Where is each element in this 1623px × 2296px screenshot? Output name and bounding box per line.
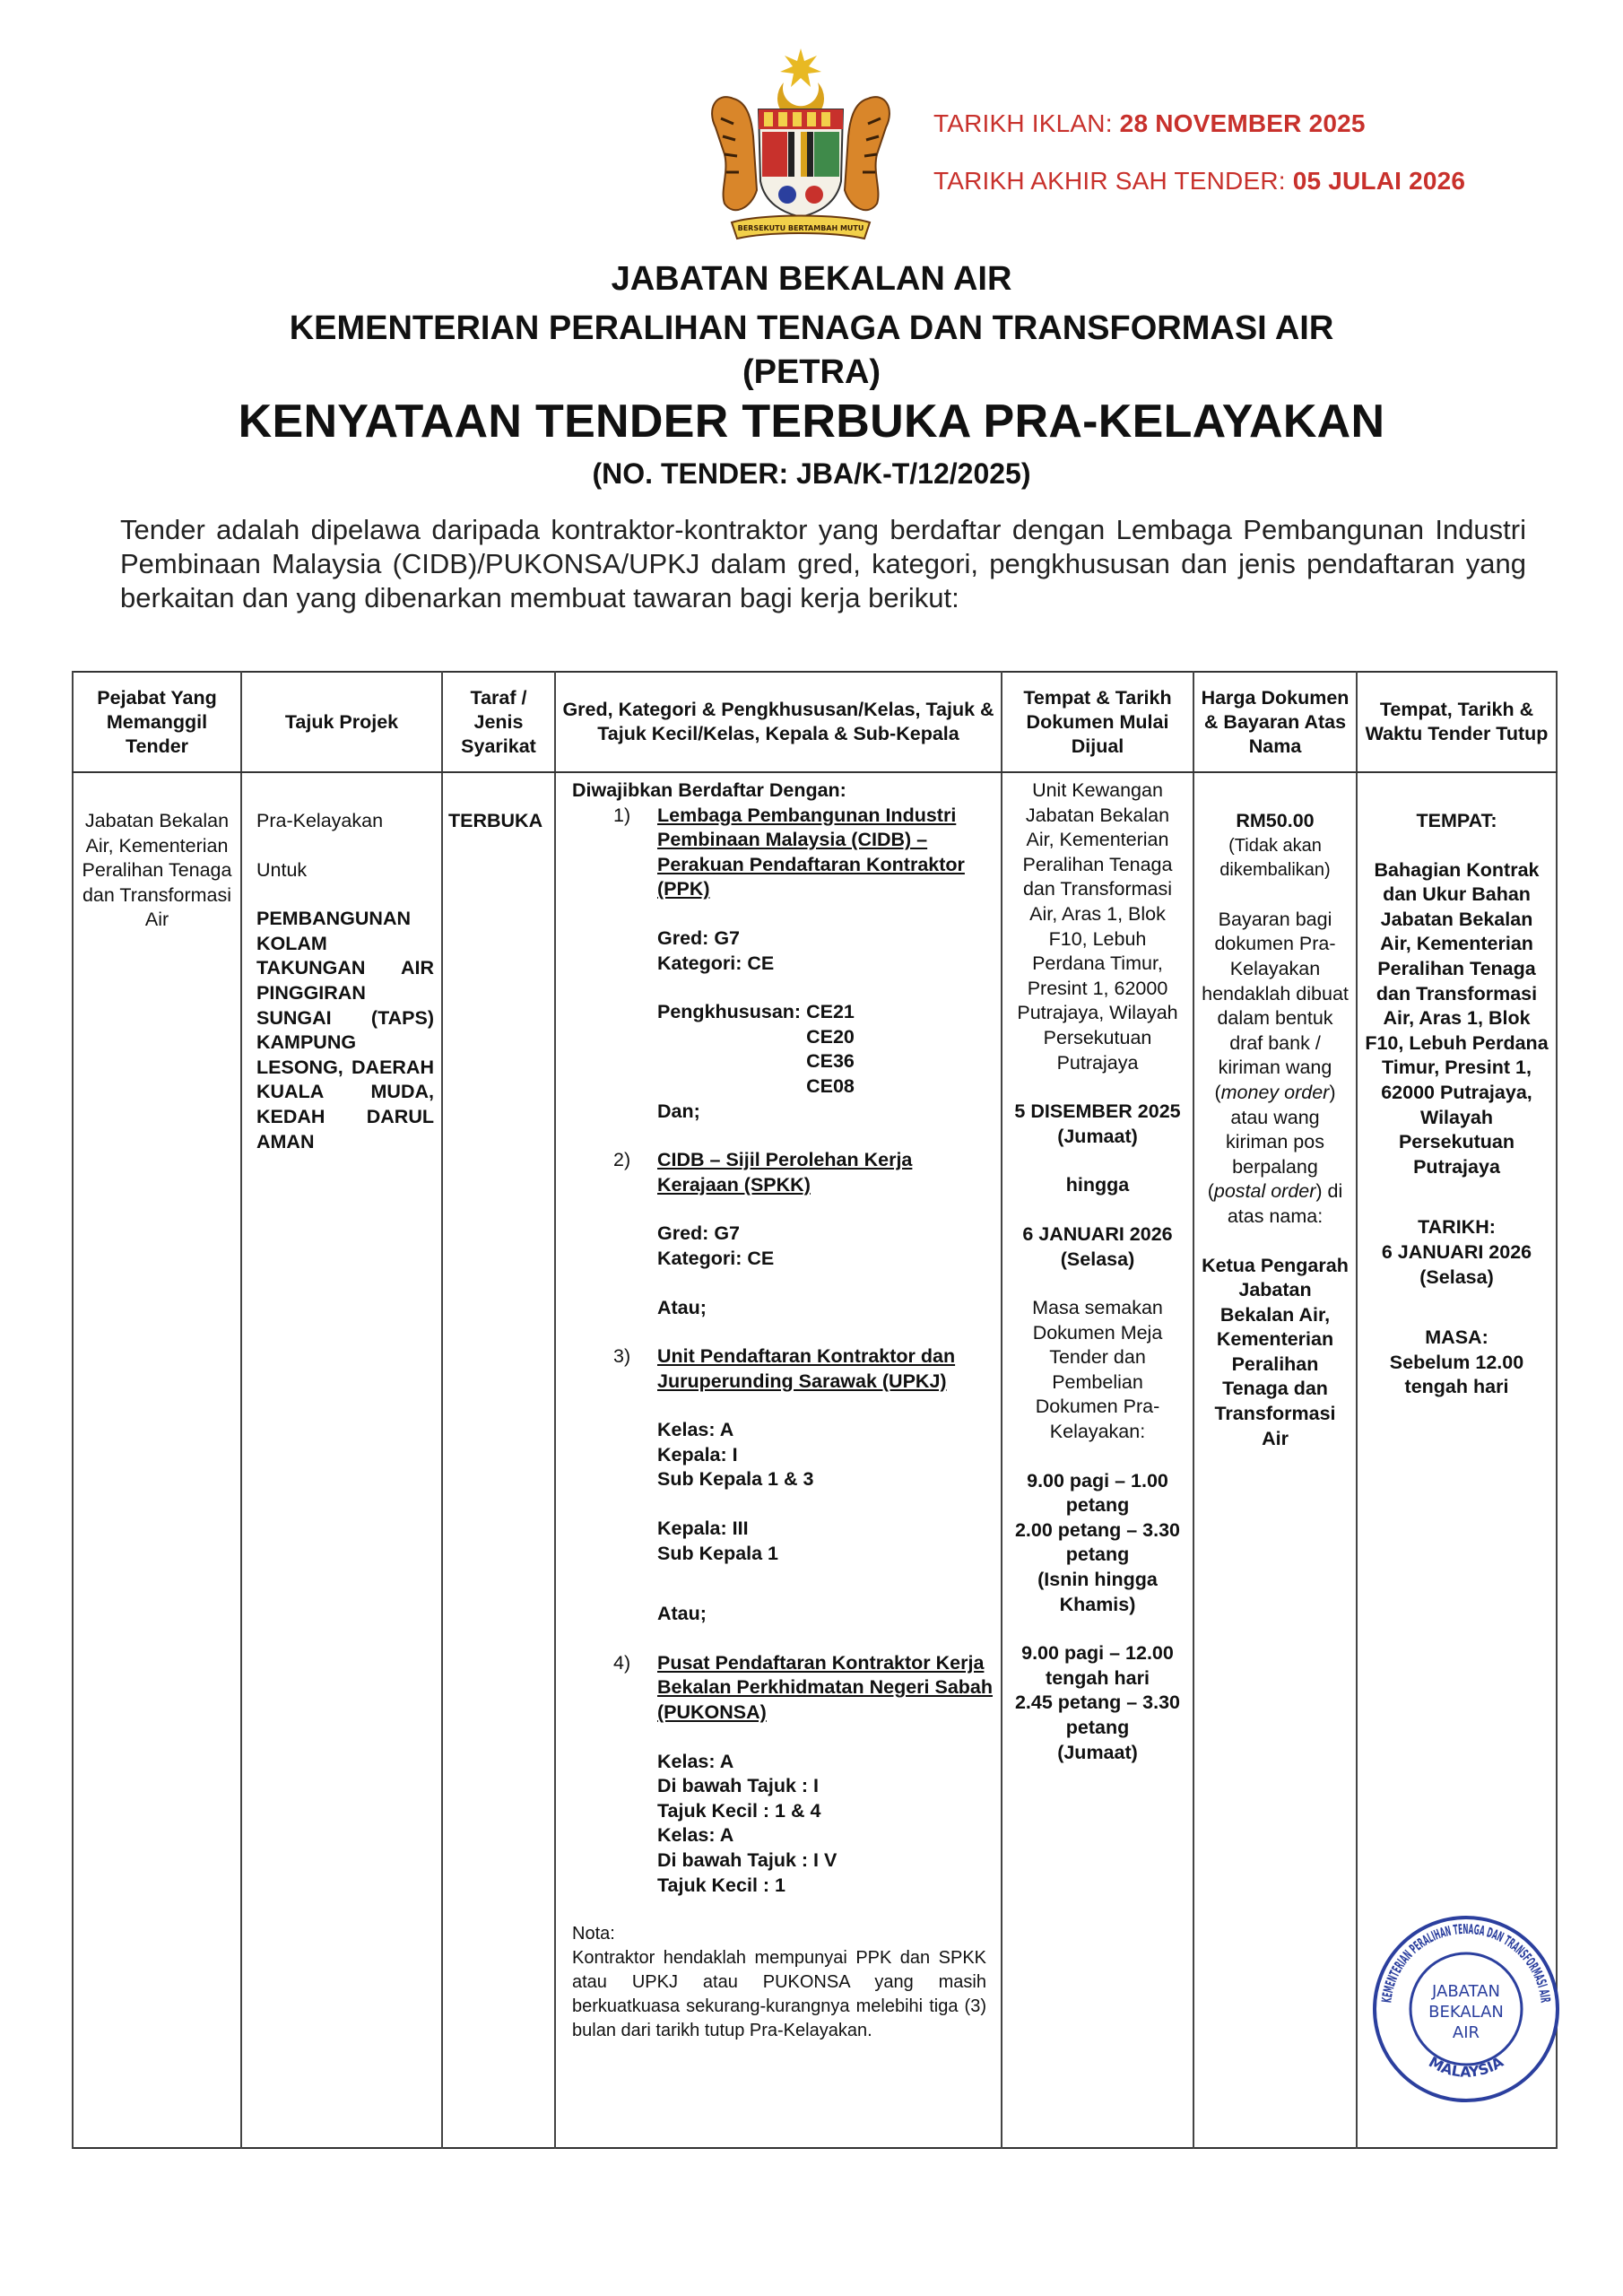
r3-class: Kelas: A [657, 1419, 734, 1441]
r4-class-1: Kelas: A [657, 1750, 734, 1772]
ministry-name: KEMENTERIAN PERALIHAN TENAGA DAN TRANSFORMASI AIR [289, 309, 1334, 347]
notice-title: KENYATAAN TENDER TERBUKA PRA-KELAYAKAN [238, 396, 1385, 448]
note-label: Nota: [572, 1924, 615, 1944]
requirement-1-number: 1) [613, 804, 631, 826]
requirement-2-number: 2) [613, 1149, 631, 1171]
payee-name: Ketua Pengarah Jabatan Bekalan Air, Kementerian Peralihan Tenaga dan Transformasi Air [1202, 1254, 1349, 1449]
r1-spec-label: Pengkhususan: [657, 1001, 802, 1023]
sale-hours-days-2: (Jumaat) [1057, 1741, 1138, 1763]
closing-time: Sebelum 12.00 tengah hari [1389, 1351, 1524, 1398]
r4-under-2: Di bawah Tajuk : I V [657, 1849, 838, 1871]
project-for: Untuk [256, 858, 308, 881]
r1-grade: Gred: G7 [657, 926, 740, 949]
payment-postal-order: postal order [1213, 1180, 1316, 1203]
payment-text-3: ) di atas nama: [1227, 1180, 1343, 1227]
requirements-intro: Diwajibkan Berdaftar Dengan: [572, 779, 846, 801]
r2-grade: Gred: G7 [657, 1222, 740, 1245]
and-text: Dan; [657, 1100, 700, 1122]
payment-text-1: Bayaran bagi dokumen Pra-Kelayakan hendaklah dibuat dalam bentuk draf bank / kiriman wang ( [1202, 908, 1349, 1103]
sale-end-date: 6 JANUARI 2026 [1022, 1222, 1173, 1245]
sale-place: Unit Kewangan Jabatan Bekalan Air, Kementerian Peralihan Tenaga dan Transformasi Air, Aras 1, Blok F10, Lebuh Perdana Timur, Presint 1, 62000 Putrajaya, Wilayah Persekutuan Putrajaya [1017, 779, 1178, 1074]
stamp-line-2: BEKALAN [1428, 2003, 1504, 2022]
or-text-1: Atau; [657, 1296, 707, 1318]
header-company-type: Taraf / Jenis Syarikat [442, 672, 555, 772]
closing-place-label: TEMPAT: [1416, 810, 1497, 831]
r4-sub-2: Tajuk Kecil : 1 [657, 1874, 785, 1896]
price-cell [1193, 772, 1357, 2148]
stamp-bottom-text: MALAYSIA [1426, 2053, 1506, 2081]
requirement-3 [563, 1344, 994, 1394]
r3-sub-head-1: Sub Kepala 1 & 3 [657, 1468, 814, 1491]
header-closing: Tempat, Tarikh & Waktu Tender Tutup [1357, 672, 1557, 772]
r4-under-1: Di bawah Tajuk : I [657, 1775, 819, 1797]
ministry-abbr: (PETRA) [742, 353, 881, 391]
sale-hours-1: 9.00 pagi – 1.00 petang [1027, 1469, 1168, 1517]
r4-sub-1: Tajuk Kecil : 1 & 4 [657, 1799, 821, 1822]
requirement-1 [563, 804, 994, 902]
r3-sub-head-2: Sub Kepala 1 [657, 1542, 779, 1564]
r3-head-1: Kepala: I [657, 1443, 738, 1465]
stamp-ring-text: KEMENTERIAN PERALIHAN TENAGA DAN TRANSFORMASI AIR [1378, 1920, 1555, 2009]
r1-spec-2: CE20 [806, 1025, 855, 1048]
payment-method [1202, 908, 1349, 1230]
tender-validity-value: 05 JULAI 2026 [1292, 167, 1466, 195]
r1-spec-3: CE36 [806, 1050, 855, 1073]
sale-hours-4: 2.45 petang – 3.30 petang [1014, 1692, 1181, 1738]
stamp-line-3: AIR [1452, 2023, 1480, 2042]
r3-head-2: Kepala: III [657, 1518, 749, 1540]
sale-cell [1002, 772, 1193, 2148]
intro-paragraph: Tender adalah dipelawa daripada kontraktor-kontraktor yang berdaftar dengan Lembaga Pembangunan Industri Pembinaan Malaysia (CIDB)/PUKONSA/UPKJ dalam gred, kategori, pengkhususan dan jenis pendaftaran yang berkaitan dan yang dibenarkan membuat tawaran bagi kerja berikut: [120, 514, 1526, 613]
header-office: Pejabat Yang Memanggil Tender [73, 672, 241, 772]
r2-category: Kategori: CE [657, 1247, 775, 1269]
sale-hours-3: 9.00 pagi – 12.00 tengah hari [1021, 1642, 1174, 1689]
requirement-4 [563, 1651, 994, 1726]
project-prequal: Pra-Kelayakan [256, 810, 384, 831]
coat-of-arms-emblem [698, 47, 904, 253]
requirements-cell [555, 772, 1002, 2148]
r1-spec-list [806, 1000, 855, 1099]
closing-day: (Selasa) [1419, 1265, 1494, 1288]
sale-hours-2: 2.00 petang – 3.30 petang [1014, 1518, 1181, 1566]
r1-spec-4: CE08 [806, 1074, 855, 1097]
tender-validity-label: TARIKH AKHIR SAH TENDER: [933, 167, 1293, 195]
requirement-3-number: 3) [613, 1345, 631, 1368]
requirement-4-number: 4) [613, 1651, 631, 1674]
sale-until: hingga [1065, 1174, 1130, 1196]
project-cell [241, 772, 442, 2148]
stamp-line-1: JABATAN [1432, 1982, 1500, 2001]
tender-table [72, 671, 1558, 2149]
sale-end-day: (Selasa) [1060, 1248, 1135, 1270]
requirement-2-title: CIDB – Sijil Perolehan Kerja Kerajaan (SPKK) [657, 1149, 913, 1196]
requirement-1-title: Lembaga Pembangunan Industri Pembinaan Malaysia (CIDB) – Perakuan Pendaftaran Kontraktor (PPK) [657, 804, 965, 900]
advert-date-label: TARIKH IKLAN: [933, 109, 1120, 137]
svg-text:MALAYSIA [1426, 2053, 1506, 2081]
r1-specialisation [563, 1000, 994, 1099]
or-text-2: Atau; [657, 1603, 707, 1625]
closing-place: Bahagian Kontrak dan Ukur Bahan Jabatan Bekalan Air, Kementerian Peralihan Tenaga dan Transformasi Air, Aras 1, Blok F10, Lebuh Perdana Timur, Presint 1, 62000 Putrajaya, Wilayah Persekutuan Putrajaya [1365, 858, 1549, 1178]
project-title: PEMBANGUNAN KOLAM TAKUNGAN AIR PINGGIRAN SUNGAI (TAPS) KAMPUNG LESONG, DAERAH KUALA MUDA, KEDAH DARUL AMAN [256, 908, 434, 1152]
payment-text-2: ) atau wang kiriman pos berpalang ( [1207, 1081, 1336, 1203]
closing-time-label: MASA: [1425, 1326, 1488, 1349]
crest-motto: BERSEKUTU BERTAMBAH MUTU [737, 224, 864, 232]
price-amount: RM50.00 [1236, 810, 1315, 831]
r1-spec-1: CE21 [806, 1001, 855, 1023]
closing-date-label: TARIKH: [1418, 1216, 1496, 1239]
advert-date [933, 109, 1366, 138]
header-project: Tajuk Projek [241, 672, 442, 772]
requirement-3-title: Unit Pendaftaran Kontraktor dan Juruperunding Sarawak (UPKJ) [657, 1345, 956, 1392]
header-sale: Tempat & Tarikh Dokumen Mulai Dijual [1002, 672, 1193, 772]
department-name: JABATAN BEKALAN AIR [611, 260, 1012, 298]
requirement-2 [563, 1148, 994, 1197]
company-type-cell [442, 772, 555, 2148]
sale-start-day: (Jumaat) [1057, 1125, 1138, 1147]
office-cell [73, 772, 241, 2148]
closing-date: 6 JANUARI 2026 [1381, 1240, 1532, 1263]
sale-start-date: 5 DISEMBER 2025 [1014, 1100, 1181, 1123]
requirement-4-title: Pusat Pendaftaran Kontraktor Kerja Bekalan Perkhidmatan Negeri Sabah (PUKONSA) [657, 1651, 994, 1724]
tender-number: (NO. TENDER: JBA/K-T/12/2025) [592, 457, 1031, 490]
sale-hours-label: Masa semakan Dokumen Meja Tender dan Pembelian Dokumen Pra-Kelayakan: [1032, 1297, 1163, 1443]
header-price: Harga Dokumen & Bayaran Atas Nama [1193, 672, 1357, 772]
office-text: Jabatan Bekalan Air, Kementerian Peralihan Tenaga dan Transformasi Air [82, 810, 232, 931]
tender-validity-date [933, 167, 1465, 196]
r4-class-2: Kelas: A [657, 1824, 734, 1847]
company-type: TERBUKA [448, 810, 543, 831]
payment-money-order: money order [1220, 1081, 1330, 1103]
table-header-row [73, 672, 1557, 772]
department-stamp [1370, 1913, 1562, 2105]
advert-date-value: 28 NOVEMBER 2025 [1119, 109, 1366, 137]
note-text: Kontraktor hendaklah mempunyai PPK dan SPKK atau UPKJ atau PUKONSA yang masih berkuatkuasa sekurang-kurangnya melebihi tiga (3) bulan dari tarikh tutup Pra-Kelayakan. [572, 1948, 986, 2041]
table-row [73, 772, 1557, 2148]
price-refund-note: (Tidak akan dikembalikan) [1219, 835, 1331, 881]
r1-category: Kategori: CE [657, 952, 775, 974]
header-requirements: Gred, Kategori & Pengkhususan/Kelas, Tajuk & Tajuk Kecil/Kelas, Kepala & Sub-Kepala [555, 672, 1002, 772]
sale-hours-days-1: (Isnin hingga Khamis) [1037, 1569, 1158, 1615]
